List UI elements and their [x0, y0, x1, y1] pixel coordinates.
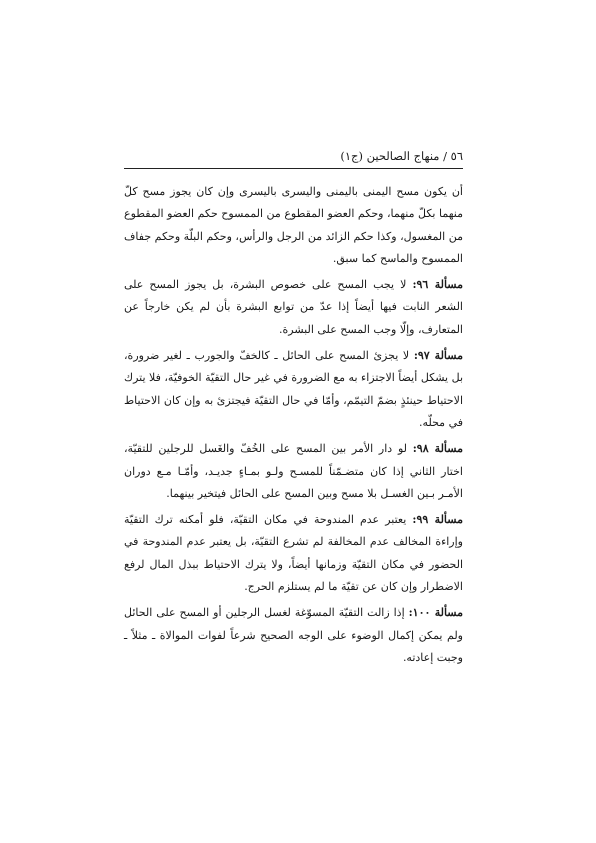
issue-98: [124, 438, 463, 505]
issue-label: مسألة ٩٧:: [413, 349, 463, 363]
paragraph-text: لا يجب المسح على خصوص البشرة، بل يجوز المسح على الشعر النابت فيها أيضاً إذا عدّ من توابع البشرة بأن لم يكن خارجاً عن المتعارف، وإلّا وجب المسح على البشرة.: [124, 278, 463, 336]
issue-label: مسألة ٩٦:: [412, 278, 463, 292]
issue-label: مسألة ١٠٠:: [408, 606, 464, 620]
page-body: [124, 148, 463, 673]
running-header: ٥٦ / منهاج الصالحين (ج١): [124, 148, 463, 169]
issue-label: مسألة ٩٨:: [412, 442, 463, 456]
issue-99: [124, 509, 463, 598]
paragraph-text: لو دار الأمر بين المسح على الخُفّ والغَسل للرجلين للتقيّة، اختار الثاني إذا كان متضـمّناً للمسـح ولـو بمـاءٍ جديـد، وأمّـا مـع دوران الأمـر بـين الغسـل بلا مسح وبين المسح على الحائل فيتخير بينهما.: [124, 442, 463, 500]
paragraph-text: إذا زالت التقيّة المسوّغة لغسل الرجلين أو المسح على الحائل ولم يمكن إكمال الوضوء على الوجه الصحيح شرعاً لفوات الموالاة ـ مثلاً ـ وجبت إعادته.: [124, 606, 463, 664]
paragraph-continuation: [124, 181, 463, 270]
issue-97: [124, 345, 463, 434]
paragraph-text: أن يكون مسح اليمنى باليمنى واليسرى باليسرى وإن كان يجوز مسح كلّ منهما بكلّ منهما، وحكم العضو المقطوع من الممسوح حكم العضو المقطوع من المغسول، وكذا حكم الزائد من الرجل والرأس، وحكم البلّة وحكم جفاف الممسوح والماسح كما سبق.: [124, 185, 463, 265]
paragraph-text: لا يجزئ المسح على الحائل ـ كالخفّ والجورب ـ لغير ضرورة، بل يشكل أيضاً الاجتزاء به مع الضرورة في غير حال التقيّة الخوفيّة، فلا يترك الاحتياط حينئذٍ بضمّ التيمّم، وأمّا في حال التقيّة فيجتزئ به وإن كان الاحتياط في محلّه.: [124, 349, 463, 429]
issue-100: [124, 602, 463, 669]
issue-label: مسألة ٩٩:: [412, 513, 463, 527]
paragraph-text: يعتبر عدم المندوحة في مكان التقيّة، فلو أمكنه ترك التقيّة وإراءة المخالف عدم المخالفة لم تشرع التقيّة، بل يعتبر عدم المندوحة في الحضور في مكان التقيّة وزمانها أيضاً، ولا يترك الاحتياط ببذل المال لرفع الاضطرار وإن كان عن تقيّة ما لم يستلزم الحرج.: [124, 513, 463, 594]
issue-96: [124, 274, 463, 341]
